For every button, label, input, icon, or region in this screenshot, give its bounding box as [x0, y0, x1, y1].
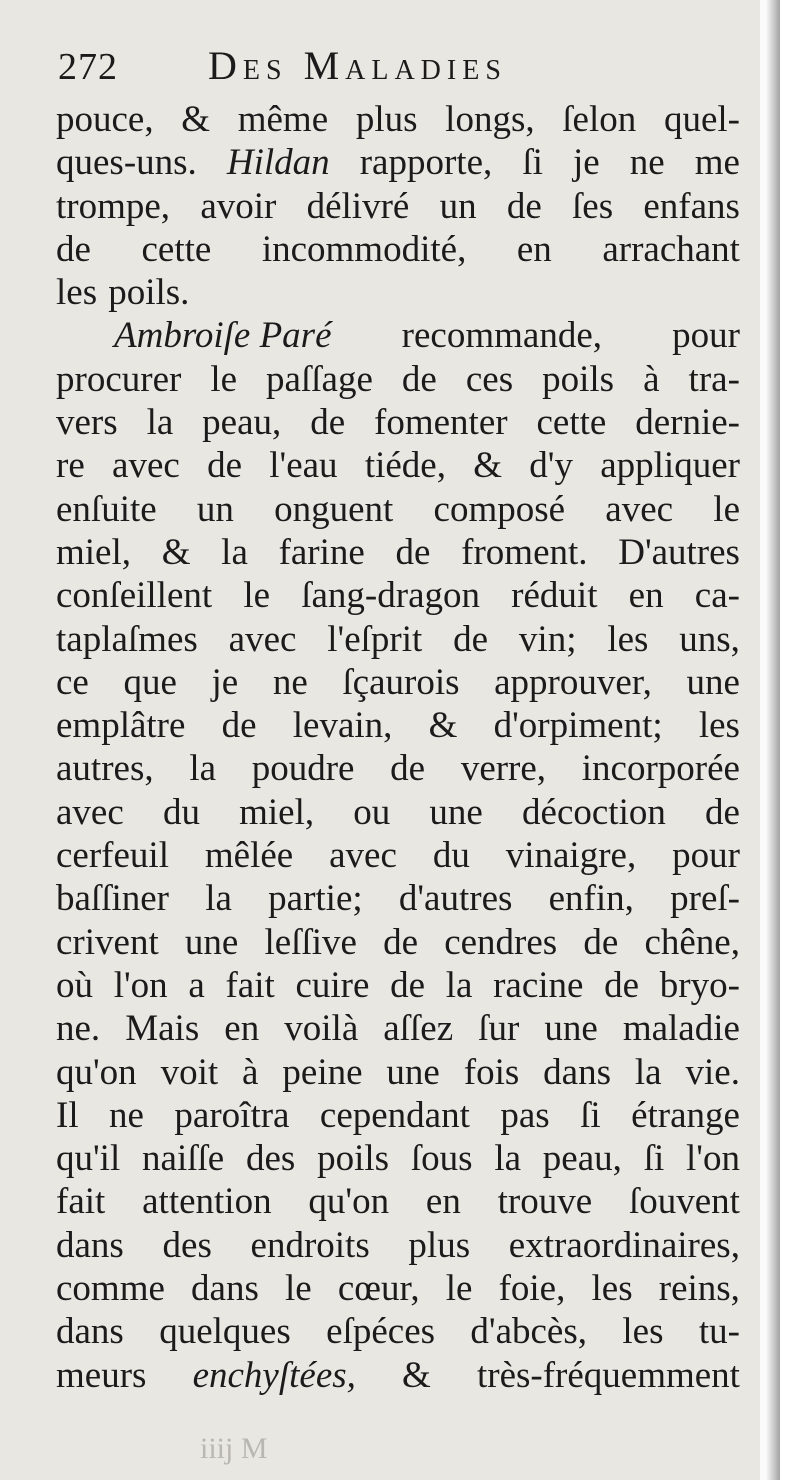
word: de	[401, 358, 437, 400]
word: des	[245, 1138, 296, 1180]
text-line	[56, 1310, 740, 1353]
word: d'autres	[398, 878, 513, 920]
word: cœur,	[337, 1268, 420, 1310]
word: un	[439, 185, 477, 227]
word: ſi	[522, 142, 543, 184]
word: re	[56, 445, 85, 487]
word: recommande,	[401, 315, 602, 357]
word: ſi	[643, 1138, 665, 1180]
word: paroîtra	[174, 1094, 290, 1136]
word: du	[162, 791, 200, 833]
word: conſeillent	[56, 575, 213, 617]
word: ne.	[56, 1008, 101, 1050]
word: vers	[56, 402, 118, 444]
word: dans	[543, 1051, 611, 1093]
word: fait	[56, 1181, 106, 1223]
text-line	[56, 488, 740, 531]
word: maladie	[622, 1008, 740, 1050]
word: ne	[629, 142, 665, 184]
word: qu'on	[56, 1051, 137, 1093]
word: les	[56, 272, 98, 314]
word: une	[686, 661, 740, 703]
word: ce	[56, 661, 89, 703]
word: autres,	[56, 748, 154, 790]
word: incommodité,	[261, 228, 467, 270]
text-line	[56, 1267, 740, 1310]
word: en	[425, 1181, 461, 1223]
text-line	[56, 444, 740, 487]
page-margin	[760, 0, 780, 1480]
word: Hildan	[226, 142, 330, 184]
word: cependant	[319, 1094, 470, 1136]
word: miel,	[239, 791, 315, 833]
word: peine	[282, 1051, 363, 1093]
word: que	[123, 661, 177, 703]
word: de	[56, 228, 91, 270]
word: ſelon	[562, 99, 637, 140]
word: l'eſprit	[327, 618, 423, 660]
word: la	[445, 964, 473, 1006]
word: le	[243, 575, 271, 617]
word: ces	[465, 358, 514, 400]
text-line	[56, 1007, 740, 1050]
word: la	[205, 878, 232, 920]
word: de	[583, 921, 619, 963]
word: de	[390, 748, 426, 790]
text-line	[56, 531, 740, 574]
word: des	[162, 1224, 212, 1266]
word: du	[432, 835, 470, 877]
text-line	[56, 877, 740, 920]
word: trouve	[497, 1181, 593, 1223]
word: partie;	[268, 878, 363, 920]
word: peau,	[542, 1138, 622, 1180]
word: ſur	[478, 1008, 520, 1050]
word: eſpéces	[326, 1311, 436, 1353]
word: longs,	[445, 99, 535, 140]
word: verre,	[460, 748, 547, 790]
word: avec	[228, 618, 297, 660]
word: une	[386, 1051, 440, 1093]
word: enchyſtées,	[192, 1354, 356, 1396]
word: quelques	[159, 1311, 291, 1353]
word: la	[189, 748, 217, 790]
word: la	[634, 1051, 662, 1093]
word: les	[698, 705, 740, 747]
word: baſſiner	[56, 878, 170, 920]
word: &	[181, 99, 211, 140]
word: avec	[605, 488, 674, 530]
word: la	[146, 402, 174, 444]
word: cuire	[295, 964, 370, 1006]
word: avec	[329, 835, 397, 877]
word: de	[207, 445, 242, 487]
word: levain,	[292, 705, 393, 747]
word: poudre	[251, 748, 355, 790]
word: enfin,	[548, 878, 634, 920]
word: racine	[493, 964, 584, 1006]
word: d'orpiment;	[493, 705, 663, 747]
word: pour	[672, 835, 740, 877]
word: Il	[56, 1094, 79, 1136]
word: composé	[433, 488, 566, 530]
word: tra-	[688, 358, 740, 400]
word: fois	[463, 1051, 520, 1093]
word: enſuite	[56, 488, 157, 530]
word: de	[310, 402, 346, 444]
word: les	[607, 618, 649, 660]
word: d'abcès,	[470, 1311, 587, 1353]
word: où	[56, 964, 93, 1006]
word: la	[494, 1138, 522, 1180]
word: même	[237, 99, 329, 140]
word: D'autres	[618, 531, 740, 573]
word: dans	[191, 1268, 259, 1310]
word: tu-	[698, 1311, 740, 1353]
word: de	[453, 618, 489, 660]
word: me	[694, 142, 740, 184]
word: comme	[56, 1268, 165, 1310]
text-line	[56, 791, 740, 834]
word: l'on	[686, 1138, 740, 1180]
word: ſçaurois	[342, 661, 460, 703]
word: je	[211, 661, 239, 703]
word: Ambroiſe Paré	[114, 315, 332, 357]
word: pas	[500, 1094, 550, 1136]
text-line	[56, 358, 740, 401]
word: fomenter	[374, 402, 508, 444]
word: dans	[56, 1224, 124, 1266]
word: arrachant	[602, 228, 740, 270]
word: poils.	[108, 272, 190, 314]
page-number: 272	[58, 46, 118, 88]
word: étrange	[631, 1094, 740, 1136]
word: le	[285, 1268, 312, 1310]
word: ca-	[694, 575, 740, 617]
word: un	[196, 488, 234, 530]
word: enfans	[643, 185, 740, 227]
word: délivré	[306, 185, 410, 227]
word: ques-uns.	[56, 142, 197, 184]
text-line	[56, 98, 740, 141]
word: preſ-	[670, 878, 740, 920]
word: ſes	[572, 185, 614, 227]
word: vie.	[685, 1051, 740, 1093]
word: en	[224, 1008, 260, 1050]
word: &	[473, 445, 503, 487]
word: Mais	[125, 1008, 200, 1050]
word: avec	[56, 791, 124, 833]
word: ſi	[580, 1094, 601, 1136]
word: foie,	[498, 1268, 566, 1310]
word: avoir	[200, 185, 277, 227]
word: le	[210, 358, 238, 400]
word: poils	[317, 1138, 390, 1180]
word: la	[221, 531, 248, 573]
word: plus	[355, 99, 418, 140]
word: ou	[353, 791, 391, 833]
text-line	[56, 1137, 740, 1180]
word: procurer	[56, 358, 182, 400]
signature-mark: iiij M	[200, 1432, 268, 1465]
word: rapporte,	[359, 142, 493, 184]
word: appliquer	[600, 445, 740, 487]
word: extraordinaires,	[508, 1224, 740, 1266]
word: une	[184, 921, 239, 963]
text-line	[56, 185, 740, 228]
word: avec	[112, 445, 180, 487]
word: quel-	[663, 99, 740, 140]
word: très-fréquemment	[476, 1354, 740, 1396]
word: farine	[278, 531, 365, 573]
word: bryo-	[659, 964, 740, 1006]
word: voilà	[284, 1008, 359, 1050]
word: à	[643, 358, 660, 400]
word: chêne,	[644, 921, 740, 963]
word: ne	[272, 661, 308, 703]
word: cerfeuil	[56, 835, 169, 877]
word: en	[516, 228, 552, 270]
word: attention	[142, 1181, 272, 1223]
word: leſſive	[264, 921, 357, 963]
word: ne	[109, 1094, 144, 1136]
word: je	[572, 142, 600, 184]
word: &	[428, 705, 458, 747]
word: l'on	[113, 964, 168, 1006]
text-line	[56, 271, 740, 314]
word: emplâtre	[56, 705, 186, 747]
word: pouce,	[56, 99, 154, 140]
text-line	[56, 1094, 740, 1137]
text-line	[56, 314, 740, 357]
word: ſouvent	[628, 1181, 740, 1223]
word: voit	[160, 1051, 219, 1093]
word: crivent	[56, 921, 159, 963]
word: plus	[408, 1224, 471, 1266]
word: a	[188, 964, 205, 1006]
word: peau,	[202, 402, 282, 444]
text-line	[56, 618, 740, 661]
text-line	[56, 574, 740, 617]
word: taplaſmes	[56, 618, 198, 660]
word: les	[591, 1268, 633, 1310]
text-line	[56, 1180, 740, 1223]
word: poils	[542, 358, 615, 400]
word: décoction	[522, 791, 666, 833]
body-text	[56, 98, 740, 1397]
word: ſous	[410, 1138, 473, 1180]
word: de	[705, 791, 740, 833]
word: de	[395, 531, 431, 573]
word: uns,	[679, 618, 740, 660]
text-line	[56, 921, 740, 964]
word: le	[445, 1268, 473, 1310]
text-line	[56, 1224, 740, 1267]
text-line	[56, 704, 740, 747]
word: de	[390, 964, 426, 1006]
word: dans	[56, 1311, 124, 1353]
word: naiſſe	[142, 1138, 225, 1180]
word: qu'il	[56, 1138, 121, 1180]
word: trompe,	[56, 185, 171, 227]
word: vin;	[518, 618, 577, 660]
text-line	[56, 1354, 740, 1397]
text-line	[56, 228, 740, 271]
word: cendres	[444, 921, 558, 963]
word: incorporée	[581, 748, 740, 790]
word: en	[628, 575, 664, 617]
text-line	[56, 1051, 740, 1094]
word: d'y	[529, 445, 573, 487]
word: &	[161, 531, 191, 573]
word: de	[221, 705, 257, 747]
word: onguent	[274, 488, 394, 530]
word: cette	[536, 402, 607, 444]
text-line	[56, 964, 740, 1007]
word: meurs	[56, 1354, 147, 1396]
word: miel,	[56, 531, 132, 573]
word: &	[402, 1354, 431, 1396]
word: aſſez	[383, 1008, 454, 1050]
word: endroits	[250, 1224, 370, 1266]
text-line	[56, 141, 740, 184]
word: pour	[672, 315, 740, 357]
word: de	[506, 185, 542, 227]
word: les	[622, 1311, 664, 1353]
text-line	[56, 661, 740, 704]
text-line	[56, 834, 740, 877]
word: réduit	[511, 575, 598, 617]
word: une	[544, 1008, 598, 1050]
word: dernie-	[635, 402, 740, 444]
word: mêlée	[204, 835, 294, 877]
word: tiéde,	[364, 445, 446, 487]
word: vinaigre,	[505, 835, 637, 877]
text-line	[56, 747, 740, 790]
word: qu'on	[308, 1181, 390, 1223]
word: le	[713, 488, 740, 530]
word: froment.	[461, 531, 588, 573]
word: de	[383, 921, 419, 963]
word: cette	[141, 228, 212, 270]
word: ſang-dragon	[301, 575, 480, 617]
word: reins,	[658, 1268, 740, 1310]
page-header	[58, 42, 740, 98]
text-line	[56, 401, 740, 444]
running-head: Des Maladies	[208, 43, 507, 88]
word: paſſage	[266, 358, 373, 400]
word: à	[242, 1051, 259, 1093]
word: fait	[225, 964, 275, 1006]
word: de	[604, 964, 640, 1006]
word: approuver,	[494, 661, 652, 703]
word: l'eau	[269, 445, 338, 487]
word: une	[429, 791, 483, 833]
